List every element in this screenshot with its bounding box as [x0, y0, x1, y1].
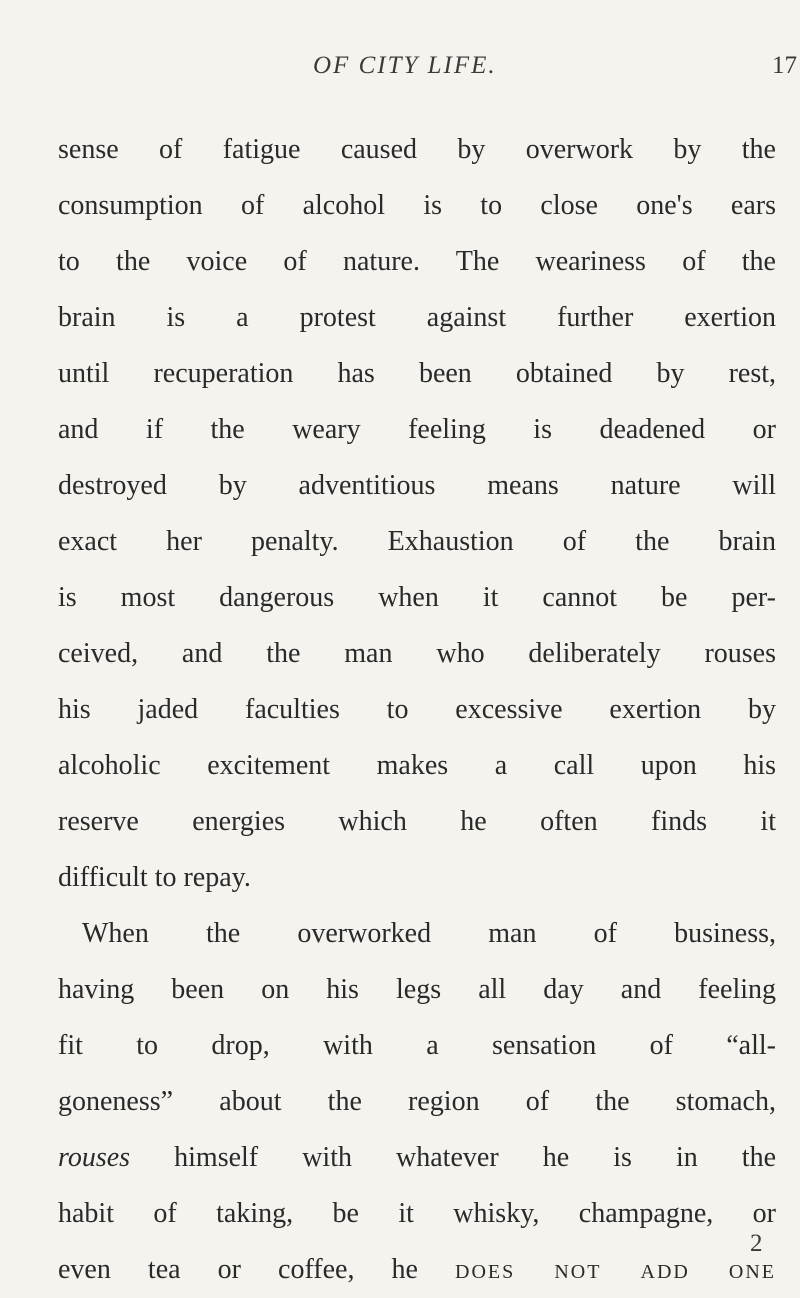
text-line: reserve energies which he often finds it: [58, 806, 776, 837]
text-line: [58, 1130, 776, 1186]
text-line: consumption of alcohol is to close one's ears: [58, 190, 776, 221]
text-line: brain is a protest against further exertion: [58, 302, 776, 333]
text-line: until recuperation has been obtained by rest,: [58, 358, 776, 389]
line-remainder: himself with whatever he is in the: [130, 1142, 776, 1173]
page-number: 17: [772, 52, 797, 79]
text-line: fit to drop, with a sensation of “all-: [58, 1030, 776, 1061]
text-line: sense of fatigue caused by overwork by the: [58, 134, 776, 165]
paragraph-start-line: When the overworked man of business,: [82, 918, 776, 949]
text-line: to the voice of nature. The weariness of the: [58, 246, 776, 277]
line-start: even tea or coffee, he: [58, 1254, 456, 1285]
text-line: and if the weary feeling is deadened or: [58, 414, 776, 445]
text-line: habit of taking, be it whisky, champagne, or: [58, 1198, 776, 1229]
text-line: exact her penalty. Exhaustion of the brain: [58, 526, 776, 557]
paragraph-end-line: difficult to repay.: [58, 862, 251, 893]
signature-mark: 2: [750, 1230, 763, 1257]
body-text: [58, 122, 776, 1298]
text-line: having been on his legs all day and feeling: [58, 974, 776, 1005]
running-title: OF CITY LIFE.: [313, 52, 497, 79]
italic-word: rouses: [58, 1142, 131, 1173]
text-line: ceived, and the man who deliberately rouses: [58, 638, 776, 669]
running-head: [0, 52, 800, 92]
text-line: [58, 1242, 776, 1298]
text-line: his jaded faculties to excessive exertion by: [58, 694, 776, 725]
text-line: destroyed by adventitious means nature will: [58, 470, 776, 501]
text-line: is most dangerous when it cannot be per-: [58, 582, 776, 613]
small-caps-text: does not add one: [455, 1254, 777, 1285]
text-line: goneness” about the region of the stomach,: [58, 1086, 776, 1117]
text-line: alcoholic excitement makes a call upon his: [58, 750, 776, 781]
